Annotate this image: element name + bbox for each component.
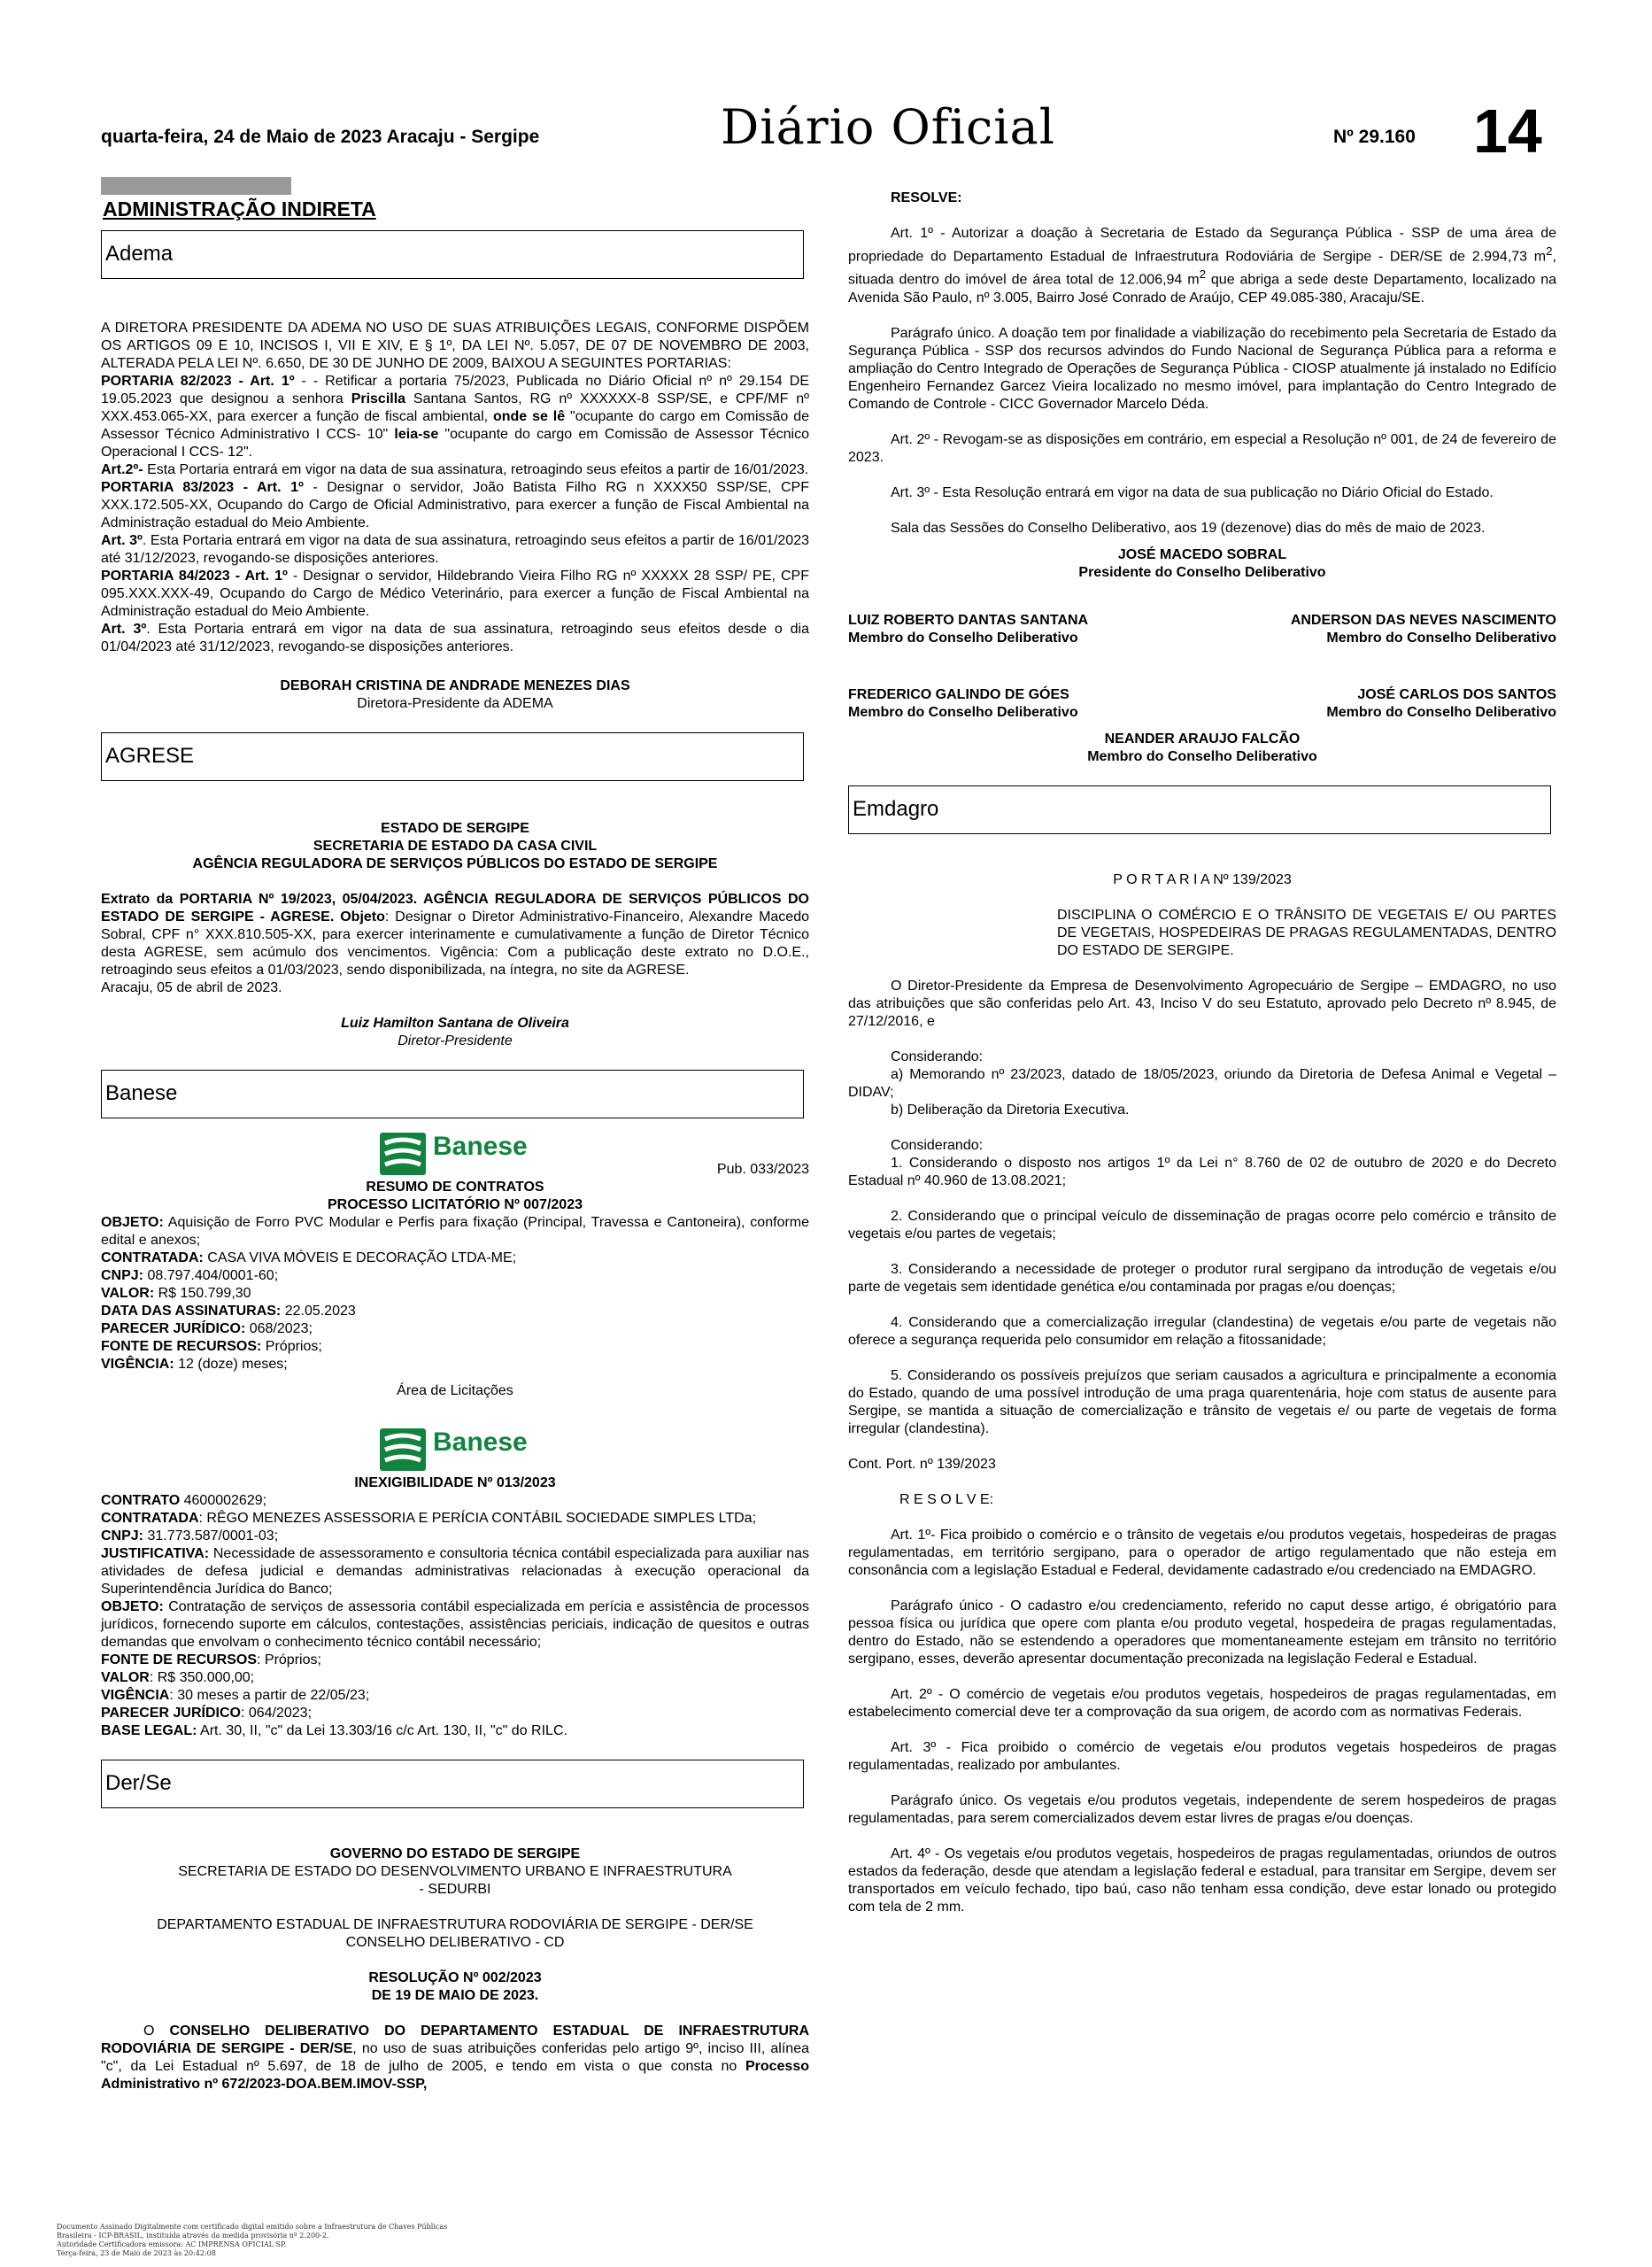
member-role: Membro do Conselho Deliberativo xyxy=(1326,704,1556,720)
banese-cnpj-2: CNPJ: 31.773.587/0001-03; xyxy=(101,1528,279,1544)
banese-valor-2: VALOR: R$ 350.000,00; xyxy=(101,1670,255,1685)
emdagro-item-2: 2. Considerando que o principal veículo de disseminação de pragas ocorre pelo comércio e trânsito de vegetais e/ou partes de vegetais; xyxy=(848,1208,1556,1242)
emdagro-art3: Art. 3º - Fica proibido o comércio de vegetais e/ou produtos vegetais hospedeiros de pragas regulamentadas, realizado por ambulantes. xyxy=(848,1739,1556,1773)
emdagro-item-3: 3. Considerando a necessidade de proteger o produtor rural sergipano da introdução de vegetais e/ou parte de vegetais sem identidade genética e/ou contaminada por pragas e/ou doenças; xyxy=(848,1261,1556,1295)
banese-logo-icon xyxy=(380,1133,426,1175)
adema-portaria-82: PORTARIA 82/2023 - Art. 1º - - Retificar a portaria 75/2023, Publicada no Diário Oficial nº nº 29.154 DE 19.05.2023 que designou a senhora Priscilla Santana Santos, RG nº XXXXXX-8 SSP/SE, e CPF/MF nº XXX.453.065-XX, para exercer a função de fiscal ambiental, onde se lê "ocupante do cargo em Comissão de Assessor Técnico Administrativo I CCS- 10" leia-se "ocupante do cargo em Comissão de Assessor Técnico Operacional I CCS- 12". xyxy=(101,374,810,460)
member-role: Membro do Conselho Deliberativo xyxy=(848,630,1078,646)
member-role: Membro do Conselho Deliberativo xyxy=(1326,630,1556,646)
derse-resolucao-date: DE 19 DE MAIO DE 2023. xyxy=(371,1988,539,2003)
banese-base-legal: BASE LEGAL: Art. 30, II, "c" da Lei 13.303/16 c/c Art. 130, II, "c" do RILC. xyxy=(101,1723,567,1738)
banese-contratada-2: CONTRATADA: RÊGO MENEZES ASSESSORIA E PERÍCIA CONTÁBIL SOCIEDADE SIMPLES LTDa; xyxy=(101,1511,757,1526)
derse-section-box: Der/Se xyxy=(101,1760,804,1808)
derse-member-5-role: Membro do Conselho Deliberativo xyxy=(1087,748,1317,764)
banese-inexigibilidade-title: INEXIGIBILIDADE Nº 013/2023 xyxy=(354,1475,556,1490)
footer-line: Brasileira - ICP-BRASIL, instituída através da medida provisória nº 2.200-2. xyxy=(57,2232,329,2240)
banese-valor: VALOR: R$ 150.799,30 xyxy=(101,1286,251,1301)
header-page-number: 14 xyxy=(1473,97,1542,166)
banese-area-licitacoes: Área de Licitações xyxy=(397,1383,513,1398)
agrese-extrato: Extrato da PORTARIA Nº 19/2023, 05/04/2023. AGÊNCIA REGULADORA DE SERVIÇOS PÚBLICOS DO ESTADO DE SERGIPE - AGRESE. Objeto: Designar o Diretor Administrativo-Financeiro, Alexandre Macedo Sobral, CPF n° XXX.810.505-XX, para exercer interinamente e cumulativamente a função de Diretor Técnico desta AGRESE, sem acúmulo dos vencimentos. Vigência: Com a publicação deste extrato no D.O.E., retroagindo seus efeitos a 01/03/2023, sendo disponibilizada, na íntegra, no site da AGRESE. xyxy=(101,892,810,978)
banese-contratada: CONTRATADA: CASA VIVA MÓVEIS E DECORAÇÃO LTDA-ME; xyxy=(101,1250,517,1265)
banese-resumo-title: RESUMO DE CONTRATOS xyxy=(366,1180,544,1195)
section-title: ADMINISTRAÇÃO INDIRETA xyxy=(103,197,376,221)
derse-art2: Art. 2º - Revogam-se as disposições em contrário, em especial a Resolução nº 001, de 24 de fevereiro de 2023. xyxy=(848,431,1556,465)
agrese-place-date: Aracaju, 05 de abril de 2023. xyxy=(101,980,282,995)
emdagro-considerando-1a: a) Memorando nº 23/2023, datado de 18/05/2023, oriundo da Diretoria de Defesa Animal e Vegetal – DIDAV; xyxy=(848,1066,1556,1100)
banese-fonte: FONTE DE RECURSOS: Próprios; xyxy=(101,1339,322,1354)
derse-body: O CONSELHO DELIBERATIVO DO DEPARTAMENTO ESTADUAL DE INFRAESTRUTURA RODOVIÁRIA DE SERGIPE - DER/SE, no uso de suas atribuições conferidas pelo artigo 9º, inciso III, alínea "c", da Lei Estadual nº 5.697, de 18 de julho de 2005, e tendo em vista o que consta no Processo Administrativo nº 672/2023-DOA.BEM.IMOV-SSP, xyxy=(101,2023,810,2092)
footer-line: Autoridade Certificadora emissora: AC IMPRENSA OFICIAL SP. xyxy=(57,2240,287,2248)
adema-section-box: Adema xyxy=(101,230,804,279)
emdagro-resolve: R E S O L V E: xyxy=(899,1491,994,1507)
emdagro-continuation: Cont. Port. nº 139/2023 xyxy=(848,1456,996,1472)
footer-line: Terça-feira, 23 de Maio de 2023 às 20:42:08 xyxy=(57,2249,216,2257)
adema-portaria-82-art2: Art.2º- Esta Portaria entrará em vigor na data de sua assinatura, retroagindo seus efeitos a partir de 16/01/2023. xyxy=(101,462,809,477)
emdagro-section-box: Emdagro xyxy=(848,785,1551,834)
emdagro-paragrafo-unico-3: Parágrafo único. Os vegetais e/ou produtos vegetais, independente de serem hospedeiros de pragas regulamentadas, para serem comercializados devem estar livres de pragas e/ou doenças. xyxy=(848,1792,1556,1826)
derse-conselho: CONSELHO DELIBERATIVO - CD xyxy=(345,1935,565,1950)
derse-paragrafo-unico: Parágrafo único. A doação tem por finalidade a viabilização do recebimento pela Secretaria de Estado da Segurança Pública - SSP dos recursos advindos do Fundo Nacional de Segurança Pública para a reforma e ampliação do Centro Integrado de Operações de Segurança Pública - CIOSP atualmente já instalado no Edifício Engenheiro Fernandez Garcez Vieira localizado no mesmo imóvel, para implantação do Centro Integrado de Comando de Controle - CICC Governador Marcelo Déda. xyxy=(848,325,1556,412)
banese-parecer-2: PARECER JURÍDICO: 064/2023; xyxy=(101,1706,313,1721)
adema-intro: A DIRETORA PRESIDENTE DA ADEMA NO USO DE SUAS ATRIBUIÇÕES LEGAIS, CONFORME DISPÕEM OS ARTIGOS 09 E 10, INCISOS I, VII E XIV, E § 1º, DA LEI Nº. 5.057, DE 07 DE NOVEMBRO DE 2003, ALTERADA PELA LEI Nº. 6.650, DE 30 DE JUNHO DE 2009, BAIXOU A SEGUINTES PORTARIAS: xyxy=(101,321,809,371)
emdagro-art4: Art. 4º - Os vegetais e/ou produtos vegetais, hospedeiros de pragas regulamentadas, oriundos de outros estados da federação, desde que atendam a legislação federal e estadual, para transitar em Sergipe, devem ser transportados em veículo fechado, tipo baú, caso não tenham essa condição, deve estar lonado ou protegido com tela de 2 mm. xyxy=(848,1845,1556,1915)
derse-secretaria: SECRETARIA DE ESTADO DO DESENVOLVIMENTO URBANO E INFRAESTRUTURA xyxy=(178,1864,732,1879)
banese-pub-number: Pub. 033/2023 xyxy=(716,1162,809,1177)
left-column xyxy=(101,177,809,2093)
derse-resolucao-number: RESOLUÇÃO Nº 002/2023 xyxy=(368,1970,542,1985)
emdagro-art2: Art. 2º - O comércio de vegetais e/ou produtos vegetais, hospedeiros de pragas regulamentadas, em estabelecimento comercial deve ter a comprovação da sua origem, de acordo com as normativas Federais. xyxy=(848,1686,1556,1720)
derse-sala-sessoes: Sala das Sessões do Conselho Deliberativo, aos 19 (dezenove) dias do mês de maio de 2023. xyxy=(891,520,1486,536)
emdagro-considerando-2: Considerando: xyxy=(891,1137,984,1153)
derse-member-5-name: NEANDER ARAUJO FALCÃO xyxy=(1104,731,1301,747)
adema-signature-name: DEBORAH CRISTINA DE ANDRADE MENEZES DIAS xyxy=(280,678,630,693)
derse-resolve: RESOLVE: xyxy=(891,190,962,205)
derse-departamento: DEPARTAMENTO ESTADUAL DE INFRAESTRUTURA RODOVIÁRIA DE SERGIPE - DER/SE xyxy=(157,1917,753,1932)
emdagro-art1: Art. 1º- Fica proibido o comércio e o trânsito de vegetais e/ou produtos vegetais, hospedeiras de pragas regulamentadas, em território sergipano, para o operador de artigo regulamentado que não esteja em consonância com a legislação Estadual e Federal, devidamente cadastrado e/ou credenciado na EMDAGRO. xyxy=(848,1527,1556,1578)
emdagro-item-1: 1. Considerando o disposto nos artigos 1º da Lei n° 8.760 de 02 de outubro de 2020 e do Decreto Estadual nº 40.960 de 13.08.2021; xyxy=(848,1155,1556,1188)
banese-logo-2: Banese xyxy=(380,1425,530,1474)
derse-president-role: Presidente do Conselho Deliberativo xyxy=(1078,564,1326,580)
emdagro-preamble: O Diretor-Presidente da Empresa de Desenvolvimento Agropecuário de Sergipe – EMDAGRO, no uso das atribuições que são conferidas pelo Art. 43, Inciso V do seu Estatuto, aprovado pelo Decreto nº 8.945, de 27/12/2016, e xyxy=(848,978,1556,1029)
banese-logo-icon xyxy=(380,1428,426,1471)
banese-parecer: PARECER JURÍDICO: 068/2023; xyxy=(101,1321,313,1336)
emdagro-item-4: 4. Considerando que a comercialização irregular (clandestina) de vegetais e/ou parte de vegetais não oferece a segurança requerida pelo consumidor em relação a fitossanidade; xyxy=(848,1314,1556,1348)
adema-portaria-84-art3: Art. 3º. Esta Portaria entrará em vigor na data de sua assinatura, retroagindo seus efeitos desde o dia 01/04/2023 até 31/12/2023, revogando-se disposições anteriores. xyxy=(101,622,809,654)
header-edition-number: Nº 29.160 xyxy=(1333,127,1416,147)
banese-logo: Banese xyxy=(380,1129,530,1179)
member-name: ANDERSON DAS NEVES NASCIMENTO xyxy=(1290,612,1556,628)
banese-cnpj: CNPJ: 08.797.404/0001-60; xyxy=(101,1268,279,1283)
digital-signature-footer xyxy=(57,2223,447,2258)
banese-section-box: Banese xyxy=(101,1070,804,1118)
banese-processo-title: PROCESSO LICITATÓRIO Nº 007/2023 xyxy=(328,1197,583,1212)
member-name: JOSÉ CARLOS DOS SANTOS xyxy=(1357,686,1556,702)
agrese-heading-2: SECRETARIA DE ESTADO DA CASA CIVIL xyxy=(313,839,598,854)
agrese-section-box: AGRESE xyxy=(101,732,804,781)
right-column xyxy=(848,177,1556,1916)
section-bar xyxy=(101,177,291,195)
banese-contrato: CONTRATO 4600002629; xyxy=(101,1493,267,1508)
footer-line: Documento Assinado Digitalmente com certificado digital emitido sobre a Infraestrutura de Chaves Públicas xyxy=(57,2223,448,2231)
derse-members-row-2 xyxy=(848,686,1556,722)
adema-portaria-83-art3: Art. 3º. Esta Portaria entrará em vigor na data de sua assinatura, retroagindo seus efeitos a partir de 16/01/2023 até 31/12/2023, revogando-se disposições anteriores. xyxy=(101,533,809,566)
emdagro-portaria-title: P O R T A R I A Nº 139/2023 xyxy=(1113,871,1292,887)
derse-art3: Art. 3º - Esta Resolução entrará em vigor na data de sua publicação no Diário Oficial do Estado. xyxy=(891,484,1494,500)
emdagro-considerando-1b: b) Deliberação da Diretoria Executiva. xyxy=(891,1102,1130,1118)
emdagro-considerando-1: Considerando: xyxy=(891,1048,984,1064)
adema-signature-role: Diretora-Presidente da ADEMA xyxy=(357,696,553,711)
derse-gov-heading: GOVERNO DO ESTADO DE SERGIPE xyxy=(329,1846,581,1861)
agrese-signature-name: Luiz Hamilton Santana de Oliveira xyxy=(341,1016,569,1031)
derse-art1: Art. 1º - Autorizar a doação à Secretaria de Estado da Segurança Pública - SSP de uma área de propriedade do Departamento Estadual de Infraestrutura Rodoviária de Sergipe - DER/SE de 2.994,73 $m^2$, situada dentro do imóvel de área total de 12.006,94 $m^2$ que abriga a sede deste Departamento, localizado na Avenida São Paulo, nº 3.005, Bairro José Conrado de Araújo, CEP 49.085-380, Aracaju/SE. xyxy=(848,226,1556,306)
header-date: quarta-feira, 24 de Maio de 2023 Aracaju - Sergipe xyxy=(101,127,540,147)
banese-vigencia-2: VIGÊNCIA: 30 meses a partir de 22/05/23; xyxy=(101,1688,370,1703)
emdagro-item-5: 5. Considerando os possíveis prejuízos que seriam causados a agricultura e principalmente a economia do Estado, quando de uma possível introdução de uma praga quarentenária, hoje com status de ausente para Sergipe, se mantida a situação de comercialização e trânsito de vegetais e/ ou parte de vegetais de forma irregular (clandestina). xyxy=(848,1367,1556,1436)
banese-objeto-2: OBJETO: Contratação de serviços de assessoria contábil especializada em perícia e assistência de processos jurídicos, fornecendo suporte em cálculos, contestações, assistências periciais, indicação de quesitos e outras demandas que envolvam o conhecimento técnico contábil necessário; xyxy=(101,1599,809,1650)
member-name: FREDERICO GALINDO DE GÓES xyxy=(848,686,1069,702)
agrese-heading-1: ESTADO DE SERGIPE xyxy=(381,821,529,836)
derse-sedurbi: - SEDURBI xyxy=(419,1882,491,1897)
member-name: LUIZ ROBERTO DANTAS SANTANA xyxy=(848,612,1089,628)
adema-portaria-83: PORTARIA 83/2023 - Art. 1º - Designar o servidor, João Batista Filho RG n XXXX50 SSP/SE, CPF XXX.172.505-XX, Ocupando do Cargo de Oficial Administrativo, para exercer a função de Fiscal Ambiental na Administração estadual do Meio Ambiente. xyxy=(101,480,810,530)
agrese-heading-3: AGÊNCIA REGULADORA DE SERVIÇOS PÚBLICOS DO ESTADO DE SERGIPE xyxy=(192,856,718,871)
banese-fonte-2: FONTE DE RECURSOS: Próprios; xyxy=(101,1652,321,1667)
adema-portaria-84: PORTARIA 84/2023 - Art. 1º - Designar o servidor, Hildebrando Vieira Filho RG nº XXXXX 28 SSP/ PE, CPF 095.XXX.XXX-49, Ocupando do Cargo de Médico Veterinário, para exercer a função de Fiscal Ambiental na Administração estadual do Meio Ambiente. xyxy=(101,569,810,619)
banese-justificativa: JUSTIFICATIVA: Necessidade de assessoramento e consultoria técnica contábil especializada para auxiliar nas atividades de defesa judicial e demandas administrativas relacionadas à execução operacional da Superintendência Jurídica do Banco; xyxy=(101,1546,809,1597)
agrese-signature-role: Diretor-Presidente xyxy=(398,1033,513,1048)
banese-data-assinaturas: DATA DAS ASSINATURAS: 22.05.2023 xyxy=(101,1304,356,1319)
header-title: Diário Oficial xyxy=(721,99,1056,155)
banese-vigencia: VIGÊNCIA: 12 (doze) meses; xyxy=(101,1357,288,1372)
banese-objeto: OBJETO: Aquisição de Forro PVC Modular e Perfis para fixação (Principal, Travessa e Cantoneira), conforme edital e anexos; xyxy=(101,1215,809,1248)
page-header xyxy=(101,96,1562,166)
emdagro-ementa: DISCIPLINA O COMÉRCIO E O TRÂNSITO DE VEGETAIS E/ OU PARTES DE VEGETAIS, HOSPEDEIRAS DE PRAGAS REGULAMENTADAS, DENTRO DO ESTADO DE SERGIPE. xyxy=(1057,907,1556,958)
derse-members-row-1 xyxy=(848,612,1556,647)
derse-president-name: JOSÉ MACEDO SOBRAL xyxy=(1117,546,1287,562)
member-role: Membro do Conselho Deliberativo xyxy=(848,704,1078,720)
emdagro-paragrafo-unico-1: Parágrafo único - O cadastro e/ou credenciamento, referido no caput desse artigo, é obrigatório para pessoa física ou jurídica que opere com planta e/ou produto vegetal, hospedeira de pragas regulamentadas, dentro do Estado, não se estendendo a operadores que momentaneamente estejam em trânsito no território sergipano, esses, deverão apresentar documentação preconizada na legislação Federal e Estadual. xyxy=(848,1598,1556,1667)
